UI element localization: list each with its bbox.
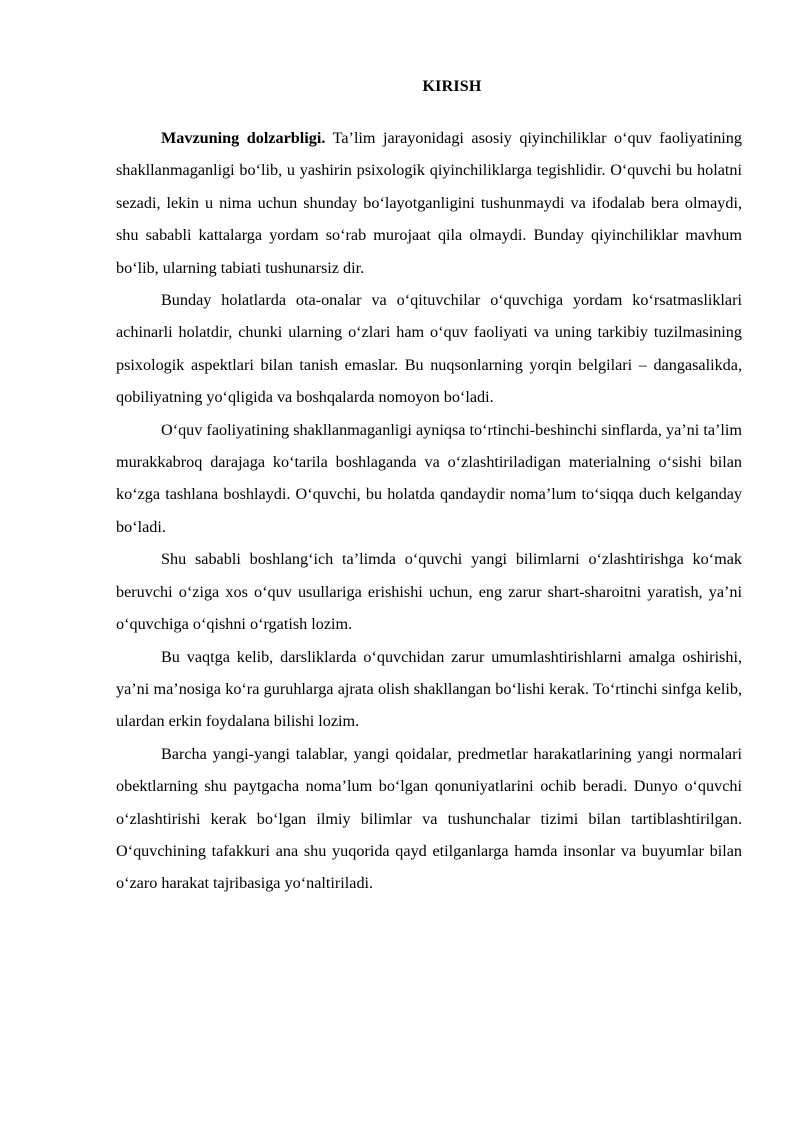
- paragraph-text: O‘quv faoliyatining shakllanmaganligi ayniqsa to‘rtinchi-beshinchi sinflarda, ya’ni ta’lim murakkabroq darajaga ko‘tarila boshlaganda va o‘zlashtiriladigan materialning o‘sishi bilan ko‘zga tashlana boshlaydi. O‘quvchi, bu holatda qandaydir noma’lum to‘siqqa duch kelganday bo‘ladi.: [116, 420, 742, 536]
- paragraph-text: Ta’lim jarayonidagi asosiy qiyinchiliklar o‘quv faoliyatining shakllanmaganligi bo‘lib, u yashirin psixologik qiyinchiliklarga tegishlidir. O‘quvchi bu holatni sezadi, lekin u nima uchun shunday bo‘layotganligini tushunmaydi va ifodalab bera olmaydi, shu sababli kattalarga yordam so‘rab murojaat qila olmaydi. Bunday qiyinchiliklar mavhum bo‘lib, ularning tabiati tushunarsiz dir.: [116, 129, 742, 277]
- paragraph-text: Bunday holatlarda ota-onalar va o‘qituvchilar o‘quvchiga yordam ko‘rsatmasliklari achinarli holatdir, chunki ularning o‘zlari ham o‘quv faoliyati va uning tarkibiy tuzilmasining psixologik aspektlari bilan tanish emaslar. Bu nuqsonlarning yorqin belgilari – dangasalikda, qobiliyatning yo‘qligida va boshqalarda nomoyon bo‘ladi.: [116, 291, 742, 407]
- paragraph-text: Shu sababli boshlang‘ich ta’limda o‘quvchi yangi bilimlarni o‘zlashtirishga ko‘mak beruvchi o‘ziga xos o‘quv usullariga erishishi uchun, eng zarur shart-sharoitni yaratish, ya’ni o‘quvchiga o‘qishni o‘rgatish lozim.: [116, 550, 742, 634]
- paragraph-text: Barcha yangi-yangi talablar, yangi qoidalar, predmetlar harakatlarining yangi normalari obektlarning shu paytgacha noma’lum bo‘lgan qonuniyatlarini ochib beradi. Dunyo o‘quvchi o‘zlashtirishi kerak bo‘lgan ilmiy bilimlar va tushunchalar tizimi bilan tartiblashtirilgan. O‘quvchining tafakkuri ana shu yuqorida qayd etilganlarga hamda insonlar va buyumlar bilan o‘zaro harakat tajribasiga yo‘naltiriladi.: [116, 744, 742, 893]
- paragraph-lead: Mavzuning dolzarbligi.: [161, 129, 326, 147]
- paragraph: [116, 738, 742, 900]
- paragraph-text: Bu vaqtga kelib, darsliklarda o‘quvchidan zarur umumlashtirishlarni amalga oshirishi, ya’ni ma’nosiga ko‘ra guruhlarga ajrata olish shakllangan bo‘lishi kerak. To‘rtinchi sinfga kelib, ulardan erkin foydalana bilishi lozim.: [116, 647, 742, 731]
- paragraph: [116, 414, 742, 544]
- paragraph: [116, 641, 742, 738]
- paragraph: [116, 543, 742, 640]
- paragraph: [116, 122, 742, 284]
- page-title: KIRISH: [422, 78, 482, 95]
- document-body: [116, 122, 742, 900]
- paragraph: [116, 284, 742, 414]
